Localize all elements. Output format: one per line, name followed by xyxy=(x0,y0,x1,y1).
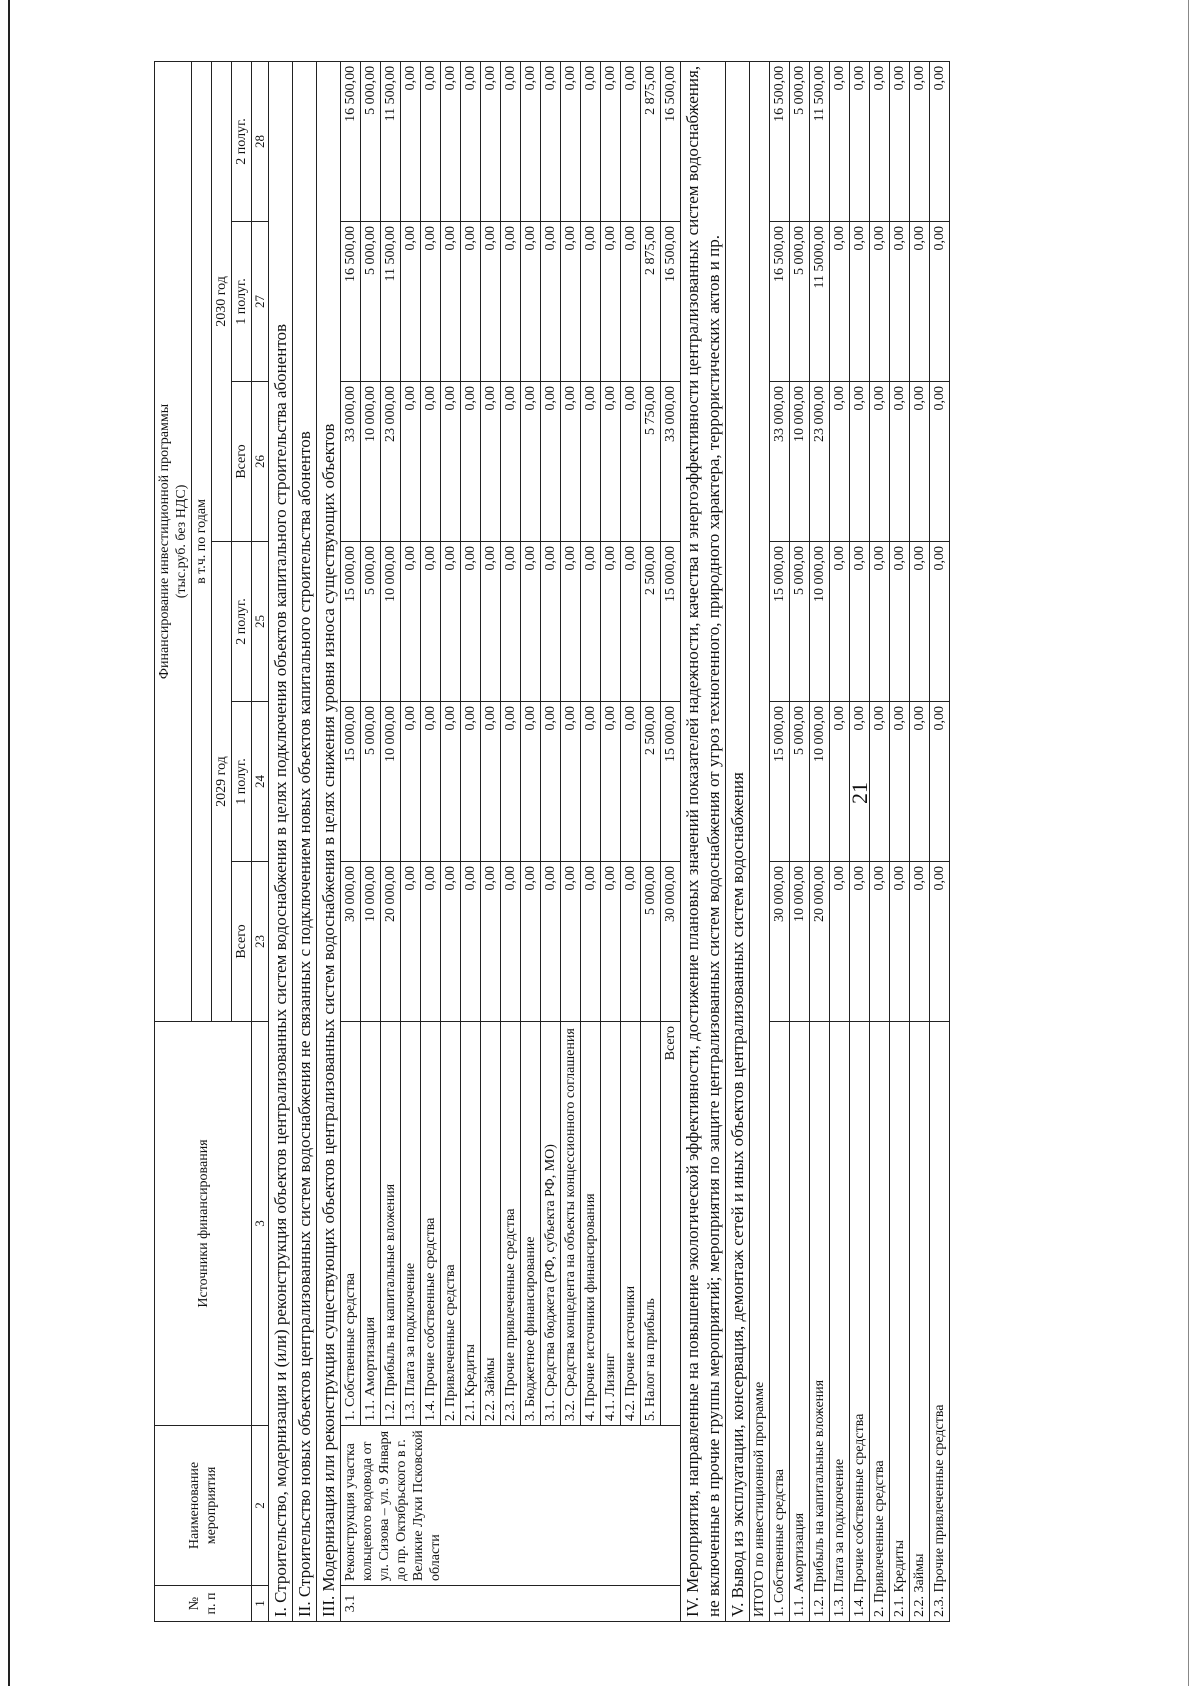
section-3-heading: III. Модернизация или реконструкция существующих объектов централизованных систем водоснабжения в целях снижения уровня износа существующих объектов xyxy=(317,61,341,1621)
source-label: 4.2. Прочие источники xyxy=(621,1022,641,1426)
value-cell: 0,00 xyxy=(441,61,461,221)
value-cell: 0,00 xyxy=(401,382,421,542)
header-finance-title: Финансирование инвестиционной программы xyxy=(157,403,172,680)
total-source-label: 2.2. Займы xyxy=(910,1022,930,1622)
project-row xyxy=(341,61,361,1621)
value-cell: 5 000,00 xyxy=(361,61,381,221)
value-cell: 0,00 xyxy=(541,862,561,1022)
project-row xyxy=(641,61,661,1621)
source-label: 2. Привлеченные средства xyxy=(441,1022,461,1426)
value-cell: 5 000,00 xyxy=(641,862,661,1022)
value-cell: 16 500,00 xyxy=(661,222,681,382)
value-cell: 0,00 xyxy=(581,222,601,382)
value-cell: 2 500,00 xyxy=(641,702,661,862)
value-cell: 0,00 xyxy=(461,862,481,1022)
value-cell: 0,00 xyxy=(830,542,850,702)
value-cell: 5 000,00 xyxy=(790,542,810,702)
value-cell: 0,00 xyxy=(401,702,421,862)
project-row xyxy=(521,61,541,1621)
value-cell: 0,00 xyxy=(621,61,641,221)
value-cell: 10 000,00 xyxy=(381,702,401,862)
project-row xyxy=(481,61,501,1621)
value-cell: 0,00 xyxy=(870,862,890,1022)
source-label: 3. Бюджетное финансирование xyxy=(521,1022,541,1426)
value-cell: 33 000,00 xyxy=(661,382,681,542)
value-cell: 0,00 xyxy=(541,702,561,862)
header-total-2030: Всего xyxy=(232,382,252,542)
value-cell: 0,00 xyxy=(461,61,481,221)
value-cell: 0,00 xyxy=(910,382,930,542)
project-row xyxy=(661,61,681,1621)
total-source-label: 1.2. Прибыль на капитальные вложения xyxy=(810,1022,830,1622)
header-half2-2030: 2 полуг. xyxy=(232,61,252,221)
value-cell: 0,00 xyxy=(621,702,641,862)
left-margin-rule xyxy=(8,0,10,1686)
value-cell: 0,00 xyxy=(441,382,461,542)
col-number: 27 xyxy=(252,222,269,382)
total-row xyxy=(790,61,810,1621)
col-number: 3 xyxy=(252,1022,269,1426)
col-number: 1 xyxy=(252,1586,269,1622)
value-cell: 0,00 xyxy=(481,862,501,1022)
header-finance xyxy=(155,61,192,1021)
value-cell: 0,00 xyxy=(421,542,441,702)
col-number: 25 xyxy=(252,542,269,702)
value-cell: 0,00 xyxy=(890,702,910,862)
value-cell: 0,00 xyxy=(930,702,950,862)
value-cell: 10 000,00 xyxy=(810,702,830,862)
project-row xyxy=(381,61,401,1621)
value-cell: 0,00 xyxy=(461,702,481,862)
value-cell: 0,00 xyxy=(890,862,910,1022)
value-cell: 5 000,00 xyxy=(790,61,810,221)
value-cell: 15 000,00 xyxy=(341,702,361,862)
total-row xyxy=(770,61,790,1621)
col-number: 2 xyxy=(252,1426,269,1586)
section-1-heading: I. Строительство, модернизация и (или) реконструкция объектов централизованных систем водоснабжения в целях подключения объектов капитального строительства абонентов xyxy=(269,61,293,1621)
project-row xyxy=(401,61,421,1621)
total-row xyxy=(930,61,950,1621)
value-cell: 16 500,00 xyxy=(341,61,361,221)
value-cell: 0,00 xyxy=(421,222,441,382)
col-number: 23 xyxy=(252,862,269,1022)
project-row xyxy=(421,61,441,1621)
value-cell: 0,00 xyxy=(481,542,501,702)
value-cell: 0,00 xyxy=(930,222,950,382)
section-4-heading: IV. Мероприятия, направленные на повышение экологической эффективности, достижение плановых значений показателей надежности, качества и энергоэффективности централизованных систем водоснабжения, не включенные в прочие группы мероприятий; мероприятия по защите централизованных систем водоснабжения от угроз техногенного, природного характера, террористических актов и пр. xyxy=(681,61,726,1621)
column-number-row xyxy=(252,61,269,1621)
source-label: 3.1. Средства бюджета (РФ, субъекта РФ, МО) xyxy=(541,1022,561,1426)
value-cell: 0,00 xyxy=(890,382,910,542)
value-cell: 0,00 xyxy=(601,222,621,382)
value-cell: 0,00 xyxy=(521,382,541,542)
value-cell: 0,00 xyxy=(621,862,641,1022)
value-cell: 0,00 xyxy=(481,61,501,221)
section-2-heading: II. Строительство новых объектов централизованных систем водоснабжения не связанных с подключением новых объектов капитального строительства абонентов xyxy=(293,61,317,1621)
value-cell: 0,00 xyxy=(401,862,421,1022)
source-label: Всего xyxy=(661,1022,681,1426)
value-cell: 0,00 xyxy=(541,382,561,542)
value-cell: 0,00 xyxy=(501,222,521,382)
col-number: 28 xyxy=(252,61,269,221)
value-cell: 0,00 xyxy=(890,542,910,702)
value-cell: 10 000,00 xyxy=(361,382,381,542)
value-cell: 0,00 xyxy=(421,382,441,542)
value-cell: 30 000,00 xyxy=(661,862,681,1022)
value-cell: 0,00 xyxy=(850,382,870,542)
project-row xyxy=(501,61,521,1621)
value-cell: 23 000,00 xyxy=(810,382,830,542)
value-cell: 0,00 xyxy=(461,542,481,702)
value-cell: 0,00 xyxy=(401,222,421,382)
header-total-2029: Всего xyxy=(232,862,252,1022)
total-source-label: 2.1. Кредиты xyxy=(890,1022,910,1622)
source-label: 1. Собственные средства xyxy=(341,1022,361,1426)
value-cell: 0,00 xyxy=(850,61,870,221)
total-row xyxy=(850,61,870,1621)
value-cell: 0,00 xyxy=(421,862,441,1022)
value-cell: 0,00 xyxy=(581,862,601,1022)
value-cell: 0,00 xyxy=(581,702,601,862)
project-row xyxy=(441,61,461,1621)
value-cell: 0,00 xyxy=(870,222,890,382)
value-cell: 15 000,00 xyxy=(770,702,790,862)
total-source-label: 1.3. Плата за подключение xyxy=(830,1022,850,1622)
project-row xyxy=(541,61,561,1621)
value-cell: 10 000,00 xyxy=(790,382,810,542)
value-cell: 0,00 xyxy=(830,702,850,862)
value-cell: 33 000,00 xyxy=(341,382,361,542)
source-label: 4.1. Лизинг xyxy=(601,1022,621,1426)
value-cell: 0,00 xyxy=(481,222,501,382)
value-cell: 30 000,00 xyxy=(341,862,361,1022)
value-cell: 0,00 xyxy=(621,222,641,382)
value-cell: 0,00 xyxy=(541,61,561,221)
value-cell: 5 750,00 xyxy=(641,382,661,542)
value-cell: 11 500,00 xyxy=(810,61,830,221)
source-label: 4. Прочие источники финансирования xyxy=(581,1022,601,1426)
header-source: Источники финансирования xyxy=(155,1022,252,1426)
header-half1-2029: 1 полуг. xyxy=(232,702,252,862)
total-source-label: 2.3. Прочие привлеченные средства xyxy=(930,1022,950,1622)
value-cell: 0,00 xyxy=(581,542,601,702)
value-cell: 16 500,00 xyxy=(770,222,790,382)
project-row xyxy=(601,61,621,1621)
value-cell: 0,00 xyxy=(521,61,541,221)
header-by-years: в т.ч. по годам xyxy=(192,61,212,1021)
header-number: № п. п xyxy=(155,1586,252,1622)
source-label: 1.1. Амортизация xyxy=(361,1022,381,1426)
value-cell: 0,00 xyxy=(910,61,930,221)
value-cell: 0,00 xyxy=(930,862,950,1022)
value-cell: 0,00 xyxy=(401,542,421,702)
header-name: Наименование мероприятия xyxy=(155,1426,252,1586)
value-cell: 0,00 xyxy=(501,542,521,702)
header-finance-units: (тыс.руб. без НДС) xyxy=(174,484,189,599)
value-cell: 0,00 xyxy=(601,702,621,862)
header-year-2030: 2030 год xyxy=(212,61,232,541)
value-cell: 0,00 xyxy=(850,542,870,702)
value-cell: 10 000,00 xyxy=(810,542,830,702)
value-cell: 16 500,00 xyxy=(341,222,361,382)
value-cell: 0,00 xyxy=(830,61,850,221)
source-label: 1.3. Плата за подключение xyxy=(401,1022,421,1426)
value-cell: 0,00 xyxy=(850,702,870,862)
source-label: 1.2. Прибыль на капитальные вложения xyxy=(381,1022,401,1426)
value-cell: 0,00 xyxy=(910,702,930,862)
col-number: 26 xyxy=(252,382,269,542)
source-label: 1.4. Прочие собственные средства xyxy=(421,1022,441,1426)
value-cell: 0,00 xyxy=(501,382,521,542)
value-cell: 11 500,00 xyxy=(381,61,401,221)
value-cell: 11 500,00 xyxy=(381,222,401,382)
source-label: 3.2. Средства концедента на объекты концессионного соглашения xyxy=(561,1022,581,1426)
value-cell: 0,00 xyxy=(421,61,441,221)
value-cell: 0,00 xyxy=(501,702,521,862)
total-source-label: 1.4. Прочие собственные средства xyxy=(850,1022,870,1622)
total-source-label: 1. Собственные средства xyxy=(770,1022,790,1622)
project-row xyxy=(621,61,641,1621)
value-cell: 11 5000,00 xyxy=(810,222,830,382)
value-cell: 2 875,00 xyxy=(641,222,661,382)
total-row xyxy=(910,61,930,1621)
value-cell: 2 875,00 xyxy=(641,61,661,221)
header-year-2029: 2029 год xyxy=(212,542,232,1022)
value-cell: 0,00 xyxy=(830,382,850,542)
value-cell: 0,00 xyxy=(621,382,641,542)
value-cell: 0,00 xyxy=(441,862,461,1022)
value-cell: 0,00 xyxy=(870,542,890,702)
value-cell: 0,00 xyxy=(501,862,521,1022)
value-cell: 0,00 xyxy=(890,61,910,221)
value-cell: 0,00 xyxy=(441,542,461,702)
total-heading: ИТОГО по инвестиционной программе xyxy=(750,61,770,1621)
value-cell: 0,00 xyxy=(401,61,421,221)
value-cell: 0,00 xyxy=(601,862,621,1022)
value-cell: 0,00 xyxy=(850,222,870,382)
total-row xyxy=(830,61,850,1621)
value-cell: 20 000,00 xyxy=(381,862,401,1022)
value-cell: 0,00 xyxy=(830,222,850,382)
source-label: 2.2. Займы xyxy=(481,1022,501,1426)
value-cell: 10 000,00 xyxy=(790,862,810,1022)
value-cell: 30 000,00 xyxy=(770,862,790,1022)
value-cell: 20 000,00 xyxy=(810,862,830,1022)
value-cell: 0,00 xyxy=(441,702,461,862)
value-cell: 0,00 xyxy=(521,862,541,1022)
value-cell: 0,00 xyxy=(910,542,930,702)
value-cell: 2 500,00 xyxy=(641,542,661,702)
value-cell: 0,00 xyxy=(870,61,890,221)
project-row xyxy=(361,61,381,1621)
value-cell: 0,00 xyxy=(561,542,581,702)
value-cell: 5 000,00 xyxy=(361,222,381,382)
value-cell: 0,00 xyxy=(541,222,561,382)
value-cell: 0,00 xyxy=(521,222,541,382)
value-cell: 0,00 xyxy=(561,61,581,221)
value-cell: 0,00 xyxy=(581,382,601,542)
value-cell: 0,00 xyxy=(561,862,581,1022)
value-cell: 23 000,00 xyxy=(381,382,401,542)
investment-table xyxy=(154,61,950,1622)
value-cell: 16 500,00 xyxy=(770,61,790,221)
value-cell: 0,00 xyxy=(601,61,621,221)
header-half2-2029: 2 полуг. xyxy=(232,542,252,702)
total-source-label: 1.1. Амортизация xyxy=(790,1022,810,1622)
table-body xyxy=(269,61,950,1621)
value-cell: 0,00 xyxy=(461,382,481,542)
value-cell: 0,00 xyxy=(481,702,501,862)
value-cell: 0,00 xyxy=(601,382,621,542)
value-cell: 0,00 xyxy=(830,862,850,1022)
value-cell: 0,00 xyxy=(850,862,870,1022)
total-row xyxy=(890,61,910,1621)
total-row xyxy=(810,61,830,1621)
project-row xyxy=(561,61,581,1621)
value-cell: 0,00 xyxy=(541,542,561,702)
value-cell: 5 000,00 xyxy=(790,222,810,382)
value-cell: 0,00 xyxy=(930,542,950,702)
project-number: 3.1 xyxy=(341,1586,681,1622)
value-cell: 0,00 xyxy=(621,542,641,702)
value-cell: 15 000,00 xyxy=(661,542,681,702)
value-cell: 0,00 xyxy=(601,542,621,702)
value-cell: 0,00 xyxy=(870,382,890,542)
total-row xyxy=(870,61,890,1621)
value-cell: 0,00 xyxy=(890,222,910,382)
value-cell: 15 000,00 xyxy=(661,702,681,862)
value-cell: 0,00 xyxy=(910,222,930,382)
section-5-heading: V. Вывод из эксплуатации, консервация, демонтаж сетей и иных объектов централизованных систем водоснабжения xyxy=(726,61,750,1621)
col-number: 24 xyxy=(252,702,269,862)
source-label: 2.1. Кредиты xyxy=(461,1022,481,1426)
project-row xyxy=(581,61,601,1621)
total-source-label: 2. Привлеченные средства xyxy=(870,1022,890,1622)
value-cell: 0,00 xyxy=(501,61,521,221)
value-cell: 10 000,00 xyxy=(381,542,401,702)
value-cell: 0,00 xyxy=(930,382,950,542)
value-cell: 0,00 xyxy=(441,222,461,382)
value-cell: 0,00 xyxy=(521,702,541,862)
source-label: 2.3. Прочие привлеченные средства xyxy=(501,1022,521,1426)
value-cell: 0,00 xyxy=(481,382,501,542)
value-cell: 33 000,00 xyxy=(770,382,790,542)
value-cell: 0,00 xyxy=(910,862,930,1022)
value-cell: 0,00 xyxy=(561,222,581,382)
value-cell: 15 000,00 xyxy=(341,542,361,702)
header-half1-2030: 1 полуг. xyxy=(232,222,252,382)
value-cell: 16 500,00 xyxy=(661,61,681,221)
value-cell: 5 000,00 xyxy=(361,702,381,862)
value-cell: 0,00 xyxy=(421,702,441,862)
value-cell: 0,00 xyxy=(561,382,581,542)
source-label: 5. Налог на прибыль xyxy=(641,1022,661,1426)
value-cell: 0,00 xyxy=(561,702,581,862)
value-cell: 0,00 xyxy=(581,61,601,221)
value-cell: 5 000,00 xyxy=(790,702,810,862)
project-name: Реконструкция участка кольцевого водовода от ул. Сизова – ул. 9 Января до пр. Октябрьского в г. Великие Луки Псковской области xyxy=(341,1426,681,1586)
value-cell: 0,00 xyxy=(870,702,890,862)
rotated-sheet xyxy=(154,62,1164,1622)
value-cell: 5 000,00 xyxy=(361,542,381,702)
page-number: 21 xyxy=(847,782,872,804)
value-cell: 0,00 xyxy=(521,542,541,702)
value-cell: 0,00 xyxy=(461,222,481,382)
value-cell: 15 000,00 xyxy=(770,542,790,702)
project-row xyxy=(461,61,481,1621)
right-margin-rule xyxy=(1188,0,1189,1686)
value-cell: 0,00 xyxy=(930,61,950,221)
value-cell: 10 000,00 xyxy=(361,862,381,1022)
